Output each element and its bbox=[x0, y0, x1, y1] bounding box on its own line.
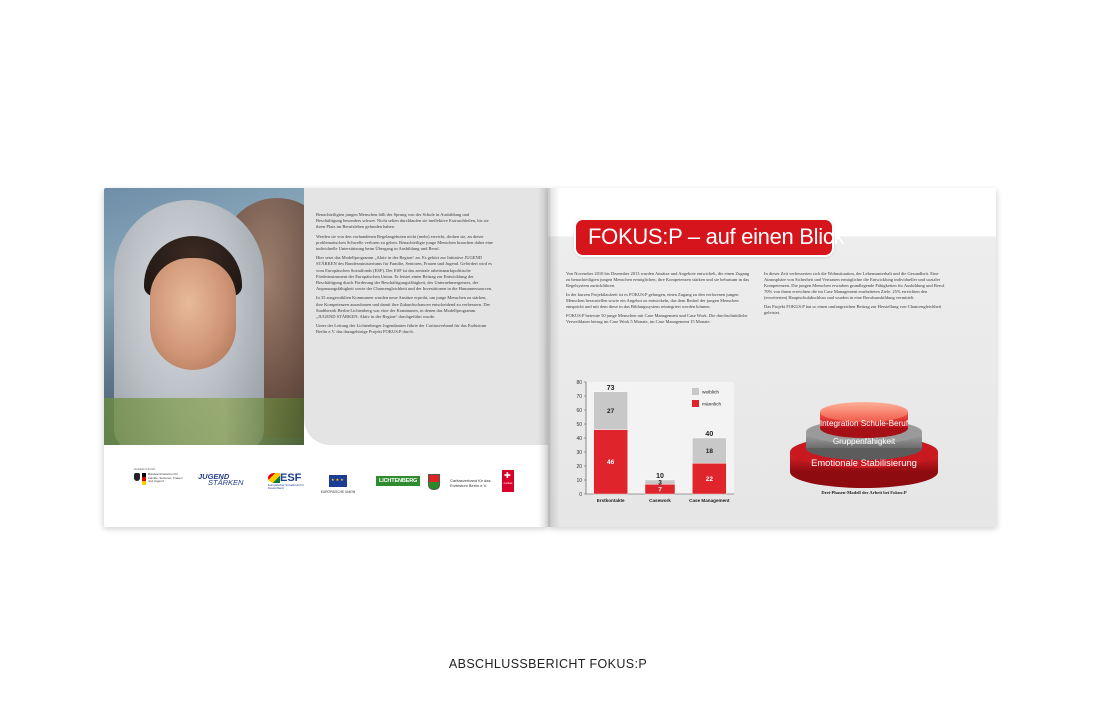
column-paragraph: Das Projekt FOKUS:P hat so einen umfangreichen Beitrag zur Herstellung von Chancengleichheit geleistet. bbox=[764, 304, 942, 315]
category-label: Erstkontakte bbox=[596, 498, 625, 503]
legend-swatch bbox=[692, 400, 699, 407]
column-paragraph: In der kurzen Projektlaufzeit ist es FOKUS:P gelungen, einen Zugang zu den verlorenen jungen Menschen herzustellen sowie ein Angebot zu entwickeln, das dem Bedarf der jungen Menschen entspricht und mit dem diese in das Bildungssystem reintegriert werden können. bbox=[566, 292, 739, 309]
teenager-photo bbox=[104, 188, 304, 445]
sponsor-logos bbox=[104, 458, 548, 518]
legend-label: weiblich bbox=[702, 390, 720, 396]
eu-flag-icon bbox=[329, 475, 347, 487]
bar-value-label: 3 bbox=[658, 479, 662, 487]
y-tick-label: 40 bbox=[576, 435, 582, 442]
district-crest-icon bbox=[428, 474, 440, 490]
level-integration: Integration Schule-Beruf bbox=[819, 419, 909, 428]
jugend-staerken-logo bbox=[198, 474, 243, 486]
intro-text bbox=[316, 212, 494, 339]
participants-chart bbox=[566, 366, 748, 511]
bar-value-label: 22 bbox=[705, 475, 713, 483]
level-emotional: Emotionale Stabilisierung bbox=[811, 457, 917, 468]
category-label: Casework bbox=[649, 498, 671, 503]
esf-subtitle: Europäischer Sozialfonds für Deutschland bbox=[268, 483, 304, 491]
face bbox=[150, 258, 236, 370]
text-column-1 bbox=[566, 271, 752, 328]
caritas-text: Caritasverband für das Erzbistum Berlin e.V. bbox=[450, 478, 491, 488]
esf-word: ESF bbox=[280, 472, 302, 484]
category-label: Case Management bbox=[689, 498, 730, 503]
stacked-bar-chart bbox=[566, 366, 748, 511]
bar-total-label: 10 bbox=[656, 473, 664, 480]
y-tick-label: 10 bbox=[576, 477, 582, 484]
german-flag-icon bbox=[142, 473, 146, 485]
intro-paragraph: Hier setzt das Modellprogramm „Aktiv in der Region“ an. Es gehört zur Initiative JUGEND STÄRKEN des Bundesministeriums für Familie, Senioren, Frauen und Jugend. Gefördert wird es vom Europäischen Sozialfonds (ESF). Der ESF ist das zentrale arbeitsmarktpolitische Förderinstrument der Europäischen Union. Er leistet einen Beitrag zur Entwicklung der Beschäftigung durch Förderung der Beschäftigungsfähigkeit, des Unternehmergeistes, der Anpassungsfähigkeit sowie der Chancengleichheit und der Investitionen in die Humanressourcen. bbox=[316, 255, 493, 292]
intro-paragraph: In 35 ausgewählten Kommunen wurden neue Ansätze erprobt, um junge Menschen zu stärken, ihre Kompetenzen auszubauen und damit ihre Zukunftschancen entscheidend zu verbessern. Der Stadtbezirk Berlin-Lichtenberg war eine der Kommunen, in denen das Modellprogramm „JUGEND STÄRKEN: Aktiv in der Region“ durchgeführt wurde. bbox=[316, 295, 491, 320]
brochure-spread bbox=[104, 188, 996, 527]
y-tick-label: 60 bbox=[576, 407, 582, 414]
column-paragraph: FOKUS:P betreute 50 junge Menschen mit Case Management und Case Work. Die durchschnittliche Verweildauer betrug im Case Work 5 Monate, im Case Management 15 Monate. bbox=[566, 313, 748, 324]
text-column-2 bbox=[764, 271, 950, 319]
y-tick-label: 80 bbox=[576, 379, 582, 386]
page-title: FOKUS:P – auf einen Blick bbox=[588, 224, 845, 249]
staerken-word: STÄRKEN bbox=[208, 478, 244, 487]
level-group: Gruppenfähigkeit bbox=[832, 437, 896, 446]
diagram-caption: Drei-Phasen-Modell der Arbeit bei Fokus:P bbox=[821, 490, 907, 495]
three-phase-diagram bbox=[784, 390, 944, 500]
background-greenery bbox=[104, 398, 304, 445]
esf-logo bbox=[268, 472, 316, 490]
intro-paragraph: Benachteiligten jungen Menschen fällt der Sprung von der Schule in Ausbildung und Beschäftigung besonders schwer. Nicht selten durchlaufen sie ineffektive Extraschleifen, bis sie ihren Platz im Berufsleben gefunden haben. bbox=[316, 212, 489, 230]
federal-eagle-icon bbox=[134, 473, 140, 481]
bar-value-label: 7 bbox=[658, 486, 662, 494]
y-tick-label: 70 bbox=[576, 393, 582, 400]
bar-total-label: 40 bbox=[705, 431, 714, 438]
bar-value-label: 46 bbox=[607, 459, 615, 466]
y-tick-label: 0 bbox=[579, 491, 582, 498]
page-caption: ABSCHLUSSBERICHT FOKUS:P bbox=[448, 657, 648, 671]
y-tick-label: 50 bbox=[576, 421, 582, 428]
intro-paragraph: Unter der Leitung des Lichtenberger Jugendamtes führte der Caritasverband für das Erzbistum Berlin e.V. das dazugehörige Projekt FOKUS:P durch. bbox=[316, 323, 487, 335]
left-page bbox=[104, 188, 548, 527]
y-tick-label: 30 bbox=[576, 449, 582, 456]
column-paragraph: Von November 2010 bis Dezember 2013 wurden Ansätze und Angebote entwickelt, die einen Zugang zu benachteiligten jungen Menschen ermöglichen, ihre Kompetenzen stärken und sie behutsam in das Regelsystem zurückführen. bbox=[566, 271, 750, 288]
y-tick-label: 20 bbox=[576, 463, 582, 470]
right-page bbox=[548, 188, 996, 527]
bar-value-label: 18 bbox=[705, 447, 713, 455]
layered-cake-diagram bbox=[784, 390, 944, 500]
funded-by-label: Gefördert durch: bbox=[134, 467, 156, 471]
lichtenberg-logo: LICHTENBERG bbox=[376, 476, 420, 486]
bmfsfj-logo bbox=[134, 467, 190, 485]
bar-value-label: 27 bbox=[607, 407, 615, 415]
ministry-name: Bundesministerium für Familie, Senioren, Frauen und Jugend bbox=[148, 472, 183, 484]
bar-total-label: 73 bbox=[606, 384, 615, 392]
title-banner bbox=[576, 220, 845, 255]
jugend-word: JUGEND bbox=[198, 472, 230, 481]
legend-label: männlich bbox=[702, 402, 722, 408]
caritas-logo: ✚ caritas bbox=[502, 470, 514, 492]
eu-label: EUROPÄISCHE UNION bbox=[320, 490, 356, 494]
esf-mark-icon bbox=[268, 473, 280, 483]
eu-logo bbox=[316, 475, 360, 494]
column-paragraph: In dieser Zeit verbesserten sich die Wohnsituation, der Lebensunterhalt und die Gesundheit. Eine Atmosphäre von Sicherheit und Vertrauen ermöglichte die Entwicklung individueller und sozialer Kompetenzen. Die jungen Menschen erwarben grundlegende Fähigkeiten für Ausbildung und Beruf. 70% von ihnen erreichten die im Case Management erarbeiteten Ziele. 25% erreichten den (erweiterten) Hauptschulabschluss und wurden in eine Berufsausbildung vermittelt. bbox=[764, 271, 946, 300]
intro-paragraph: Werden sie von den vorhandenen Regelangeboten nicht (mehr) erreicht, drohen sie, an dieser problematischen Schwelle verloren zu gehen. Benachteiligte junge Menschen brauchen daher eine individuelle Unterstützung beim Übergang in Ausbildung und Beruf. bbox=[316, 233, 494, 252]
legend-swatch bbox=[692, 388, 699, 395]
